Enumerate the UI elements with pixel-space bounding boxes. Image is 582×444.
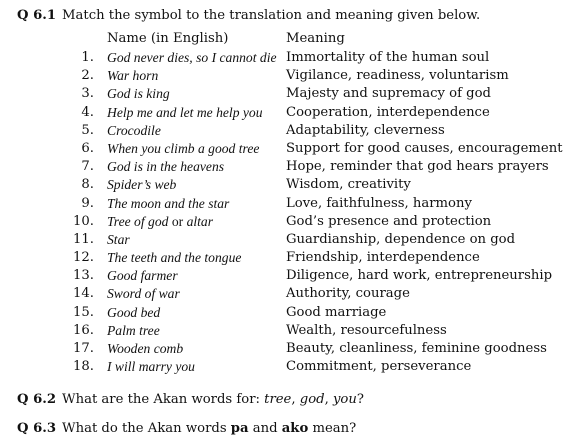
symbol-meaning: Friendship, interdependence bbox=[286, 250, 480, 266]
term-god: god bbox=[299, 392, 325, 407]
symbol-name: Crocodile bbox=[107, 122, 161, 138]
symbol-meaning: Beauty, cleanliness, feminine goodness bbox=[286, 341, 547, 356]
question-6-2 bbox=[17, 391, 364, 409]
table-row bbox=[0, 85, 582, 103]
table-row bbox=[0, 267, 582, 285]
table-row bbox=[0, 140, 582, 158]
question-6-3 bbox=[17, 420, 356, 438]
table-row bbox=[0, 340, 582, 358]
table-row bbox=[0, 249, 582, 267]
term-you: you bbox=[332, 392, 357, 407]
symbol-meaning: God’s presence and protection bbox=[286, 213, 492, 229]
symbol-meaning: Diligence, hard work, entrepreneurship bbox=[286, 268, 553, 284]
symbol-name: War horn bbox=[107, 68, 159, 84]
table-row bbox=[0, 49, 582, 67]
row-number: 1. bbox=[81, 50, 94, 65]
symbol-name: Help me and let me help you bbox=[107, 104, 263, 120]
row-number: 3. bbox=[81, 86, 94, 102]
table-row bbox=[0, 67, 582, 85]
symbol-name: The teeth and the tongue bbox=[107, 250, 242, 266]
symbol-meaning: Authority, courage bbox=[286, 286, 410, 302]
row-number: 18. bbox=[73, 359, 94, 375]
row-number: 4. bbox=[81, 104, 94, 120]
symbol-meaning: Wealth, resourcefulness bbox=[286, 322, 447, 338]
symbol-meaning: Immortality of the human soul bbox=[286, 50, 490, 65]
table-row bbox=[0, 358, 582, 376]
symbol-name bbox=[107, 213, 213, 231]
symbol-name: Palm tree bbox=[107, 322, 160, 338]
symbol-meaning: Hope, reminder that god hears prayers bbox=[286, 159, 549, 175]
table-row bbox=[0, 158, 582, 176]
row-number: 15. bbox=[73, 304, 94, 320]
symbol-meaning: Vigilance, readiness, voluntarism bbox=[286, 68, 509, 84]
table-row bbox=[0, 213, 582, 231]
symbol-name-connector: or bbox=[168, 213, 187, 229]
symbol-meaning: Love, faithfulness, harmony bbox=[286, 195, 472, 211]
symbol-meaning: Commitment, perseverance bbox=[286, 359, 472, 375]
question-end: mean? bbox=[308, 421, 357, 436]
symbol-name: God is king bbox=[107, 86, 170, 102]
symbol-name: The moon and the star bbox=[107, 195, 230, 211]
table-row bbox=[0, 195, 582, 213]
symbol-name: When you climb a good tree bbox=[107, 140, 260, 156]
connector: and bbox=[248, 421, 282, 436]
row-number: 12. bbox=[73, 250, 94, 266]
column-header-name: Name (in English) bbox=[107, 31, 229, 46]
table-row bbox=[0, 304, 582, 322]
term-ako: ako bbox=[281, 421, 309, 436]
row-number: 10. bbox=[73, 213, 94, 229]
question-text: What do the Akan words bbox=[62, 421, 231, 436]
question-number: Q 6.2 bbox=[17, 392, 57, 407]
table-row bbox=[0, 231, 582, 249]
row-number: 14. bbox=[73, 286, 94, 302]
column-header-meaning: Meaning bbox=[286, 31, 345, 46]
row-number: 9. bbox=[81, 195, 94, 211]
symbol-meaning: Adaptability, cleverness bbox=[286, 122, 445, 138]
question-number: Q 6.1 bbox=[17, 8, 57, 23]
term-tree: tree bbox=[264, 392, 292, 407]
question-text: Match the symbol to the translation and meaning given below. bbox=[62, 8, 481, 23]
question-text: What are the Akan words for: bbox=[62, 392, 265, 407]
symbol-name: Star bbox=[107, 231, 130, 247]
row-number: 13. bbox=[73, 268, 94, 284]
symbol-meaning: Guardianship, dependence on god bbox=[286, 231, 516, 247]
question-number: Q 6.3 bbox=[17, 421, 57, 436]
row-number: 17. bbox=[73, 341, 94, 356]
symbol-name: Wooden comb bbox=[107, 341, 184, 356]
row-number: 2. bbox=[81, 68, 94, 84]
row-number: 16. bbox=[73, 322, 94, 338]
symbol-name: Spider’s web bbox=[107, 177, 177, 193]
symbol-meaning: Good marriage bbox=[286, 304, 387, 320]
row-number: 11. bbox=[73, 231, 94, 247]
symbol-meaning: Support for good causes, encouragement bbox=[286, 140, 563, 156]
symbol-meaning: Majesty and supremacy of god bbox=[286, 86, 491, 102]
symbol-name: God never dies, so I cannot die bbox=[107, 50, 277, 65]
row-number: 8. bbox=[81, 177, 94, 193]
symbol-meaning: Cooperation, interdependence bbox=[286, 104, 490, 120]
question-end: ? bbox=[356, 392, 364, 407]
symbol-name: I will marry you bbox=[107, 359, 195, 375]
table-row bbox=[0, 322, 582, 340]
table-row bbox=[0, 122, 582, 140]
symbol-name: Sword of war bbox=[107, 286, 180, 302]
symbol-meaning: Wisdom, creativity bbox=[286, 177, 411, 193]
symbol-name: Good bed bbox=[107, 304, 161, 320]
row-number: 5. bbox=[81, 122, 94, 138]
row-number: 6. bbox=[81, 140, 94, 156]
separator: , bbox=[291, 392, 300, 407]
symbol-name: Good farmer bbox=[107, 268, 178, 284]
table-row bbox=[0, 176, 582, 194]
symbol-name: God is in the heavens bbox=[107, 159, 225, 175]
table-row bbox=[0, 285, 582, 303]
term-pa: pa bbox=[230, 421, 249, 436]
table-row bbox=[0, 104, 582, 122]
question-6-1 bbox=[17, 7, 480, 25]
symbol-table bbox=[0, 49, 582, 376]
symbol-name-part: Tree of god bbox=[107, 213, 169, 229]
symbol-name-part: altar bbox=[186, 213, 213, 229]
separator: , bbox=[324, 392, 333, 407]
row-number: 7. bbox=[81, 159, 94, 175]
